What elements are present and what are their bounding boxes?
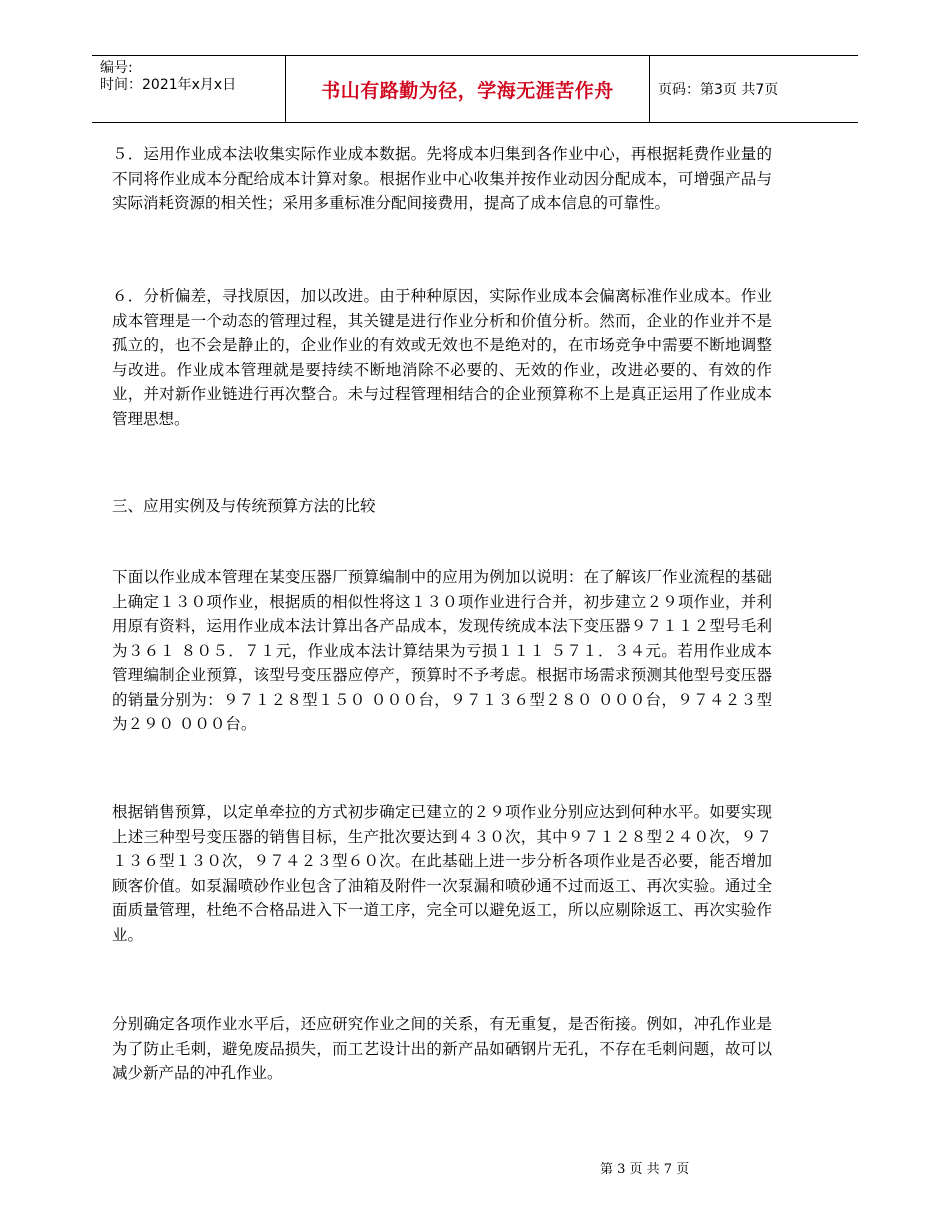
document-time-label: 时间：2021年x月x日 [100, 77, 237, 93]
header-motto-cell [285, 56, 650, 122]
paragraph-activity-relations: 分别确定各项作业水平后，还应研究作业之间的关系，有无重复，是否衔接。例如，冲孔作业是为了防止毛刺，避免废品损失，而工艺设计出的新产品如硒钢片无孔，不存在毛刺问题，故可以减少新产品的冲孔作业。 [112, 1015, 772, 1082]
paragraph-sales-budget: 根据销售预算，以定单牵拉的方式初步确定已建立的２９项作业分别应达到何种水平。如要实现上述三种型号变压器的销售目标，生产批次要达到４３０次，其中９７１２８型２４０次，９７１３６型１３０次，９７４２３型６０次。在此基础上进一步分析各项作业是否必要，能否增加顾客价值。如泵漏喷砂作业包含了油箱及附件一次泵漏和喷砂通不过而返工、再次实验。通过全面质量管理，杜绝不合格品进入下一道工序，完全可以避免返工，所以应剔除返工、再次实验作业。 [112, 803, 772, 944]
paragraph-5-actual-cost: ５．运用作业成本法收集实际作业成本数据。先将成本归集到各作业中心，再根据耗费作业量的不同将作业成本分配给成本计算对象。根据作业中心收集并按作业动因分配成本，可增强产品与实际消耗资源的相关性；采用多重标准分配间接费用，提高了成本信息的可靠性。 [112, 145, 772, 212]
page-header [92, 55, 858, 123]
paragraph-6-deviation-analysis: ６．分析偏差，寻找原因，加以改进。由于种种原因，实际作业成本会偏离标准作业成本。作业成本管理是一个动态的管理过程，其关键是进行作业分析和价值分析。然而，企业的作业并不是孤立的，也不会是静止的，企业作业的有效或无效也不是绝对的，在市场竞争中需要不断地调整与改进。作业成本管理就是要持续不断地消除不必要的、无效的作业，改进必要的、有效的作业，并对新作业链进行再次整合。未与过程管理相结合的企业预算称不上是真正运用了作业成本管理思想。 [112, 287, 772, 428]
header-page-info: 页码：第3页 共7页 [658, 82, 779, 98]
paragraph-example: 下面以作业成本管理在某变压器厂预算编制中的应用为例加以说明：在了解该厂作业流程的基础上确定１３０项作业，根据质的相似性将这１３０项作业进行合并，初步建立２９项作业，并利用原有资料，运用作业成本法计算出各产品成本，发现传统成本法下变压器９７１１２型号毛利为３６１ ８０５．７１元，作业成本法计算结果为亏损１１１ ５７１．３４元。若用作业成本管理编制企业预算，该型号变压器应停产，预算时不予考虑。根据市场需求预测其他型号变压器的销量分别为：９７１２８型１５０ ０００台，９７１３６型２８０ ０００台，９７４２３型为２９０ ０００台。 [112, 568, 772, 733]
header-meta [92, 56, 285, 122]
page-footer: 第 3 页 共 7 页 [600, 1162, 690, 1177]
section-heading: 三、应用实例及与传统预算方法的比较 [112, 497, 376, 515]
header-motto: 书山有路勤为径，学海无涯苦作舟 [321, 79, 614, 102]
document-code-label: 编号: [100, 60, 133, 76]
